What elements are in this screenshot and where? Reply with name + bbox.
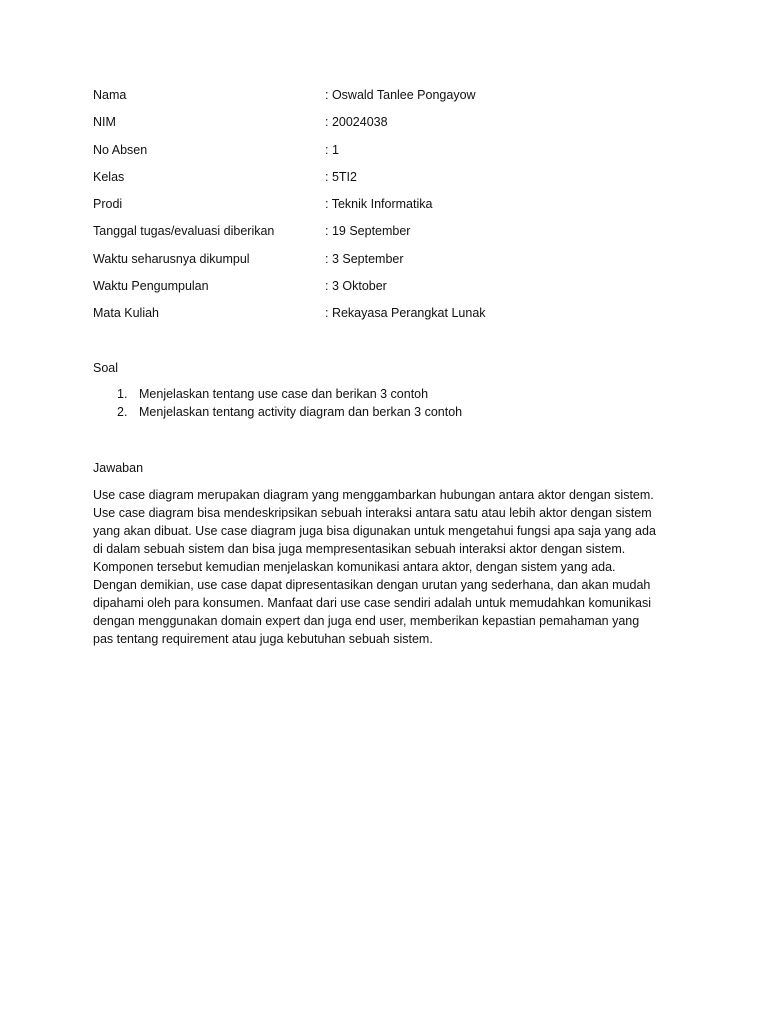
info-label: Waktu seharusnya dikumpul	[93, 251, 250, 266]
jawaban-heading: Jawaban	[93, 461, 144, 475]
answer-line: dengan menggunakan domain expert dan juga end user, memberikan kepastian pemahaman yang	[93, 614, 640, 628]
info-row-nama	[93, 86, 693, 113]
info-label: Nama	[93, 88, 127, 102]
info-value: : 19 September	[325, 224, 411, 239]
answer-line: Komponen tersebut kemudian menjelaskan komunikasi antara aktor, dengan sistem yang ada.	[93, 560, 616, 574]
answer-line: pas tentang requirement atau juga kebutuhan sebuah sistem.	[93, 632, 433, 646]
question-list	[117, 386, 462, 421]
soal-heading: Soal	[93, 361, 119, 375]
info-value: : 3 September	[325, 251, 404, 266]
info-value: : Oswald Tanlee Pongayow	[325, 88, 476, 102]
info-row-waktu-pengumpulan	[93, 277, 693, 304]
info-label: NIM	[93, 115, 116, 130]
question-item	[117, 386, 462, 404]
info-value: : Teknik Informatika	[325, 197, 433, 212]
question-text: Menjelaskan tentang activity diagram dan berkan 3 contoh	[139, 404, 463, 419]
info-value: : Rekayasa Perangkat Lunak	[325, 306, 486, 321]
answer-paragraph	[93, 486, 683, 648]
info-label: Waktu Pengumpulan	[93, 279, 209, 294]
answer-line: Use case diagram bisa mendeskripsikan sebuah interaksi antara satu atau lebih aktor dengan sistem	[93, 506, 652, 520]
student-info-table	[93, 86, 693, 332]
info-value: : 1	[325, 142, 339, 157]
info-value: : 20024038	[325, 115, 388, 130]
info-row-tanggal-tugas	[93, 222, 693, 249]
question-text: Menjelaskan tentang use case dan berikan 3 contoh	[139, 387, 429, 401]
info-value: : 5TI2	[325, 169, 357, 184]
answer-line: dipahami oleh para konsumen. Manfaat dari use case sendiri adalah untuk memudahkan komunikasi	[93, 596, 651, 610]
info-value: : 3 Oktober	[325, 279, 387, 294]
question-number: 2.	[117, 404, 128, 419]
info-label: No Absen	[93, 142, 148, 157]
answer-line: Dengan demikian, use case dapat dipresentasikan dengan urutan yang sederhana, dan akan mudah	[93, 578, 651, 592]
info-label: Mata Kuliah	[93, 306, 160, 321]
info-row-kelas	[93, 168, 693, 195]
info-row-no-absen	[93, 141, 693, 168]
info-label: Tanggal tugas/evaluasi diberikan	[93, 224, 275, 239]
info-label: Prodi	[93, 197, 123, 212]
question-item	[117, 404, 462, 422]
info-row-mata-kuliah	[93, 304, 693, 331]
info-row-waktu-seharusnya	[93, 250, 693, 277]
answer-line: Use case diagram merupakan diagram yang menggambarkan hubungan antara aktor dengan sistem.	[93, 488, 654, 502]
question-number: 1.	[117, 387, 128, 401]
info-label: Kelas	[93, 169, 125, 184]
answer-line: yang akan dibuat. Use case diagram juga bisa digunakan untuk mengetahui fungsi apa saja yang ada	[93, 524, 656, 538]
answer-line: di dalam sebuah sistem dan bisa juga mempresentasikan sebuah interaksi aktor dengan sistem.	[93, 542, 626, 556]
info-row-nim	[93, 113, 693, 140]
info-row-prodi	[93, 195, 693, 222]
